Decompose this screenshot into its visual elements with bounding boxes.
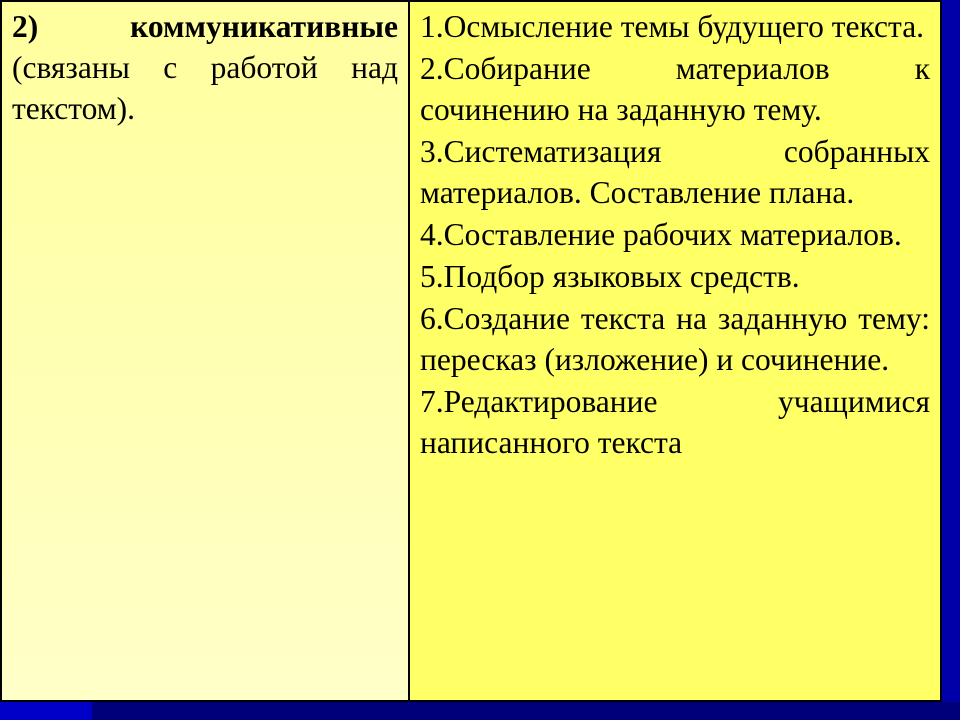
table-row — [1, 1, 941, 701]
step-item-3: 3.Систематизация собранных материалов. Составление плана. — [420, 134, 930, 210]
slide-bottom-band — [0, 702, 960, 720]
step-item-1: 1.Осмысление темы будущего текста. — [420, 9, 925, 44]
right-cell — [409, 1, 941, 701]
left-cell — [1, 1, 409, 701]
step-item-6: 6.Создание текста на заданную тему: пересказ (изложение) и сочинение. — [420, 301, 930, 377]
step-item-2: 2.Собирание материалов к сочинению на заданную тему. — [420, 51, 930, 127]
slide-bottom-band-accent — [0, 702, 92, 720]
step-item-7: 7.Редактирование учащимися написанного текста — [420, 384, 930, 460]
category-heading: 2) коммуникативные — [12, 9, 398, 44]
step-item-5: 5.Подбор языковых средств. — [420, 259, 800, 294]
category-description: (связаны с работой над текстом). — [12, 50, 398, 126]
step-item-4: 4.Составление рабочих материалов. — [420, 217, 902, 252]
